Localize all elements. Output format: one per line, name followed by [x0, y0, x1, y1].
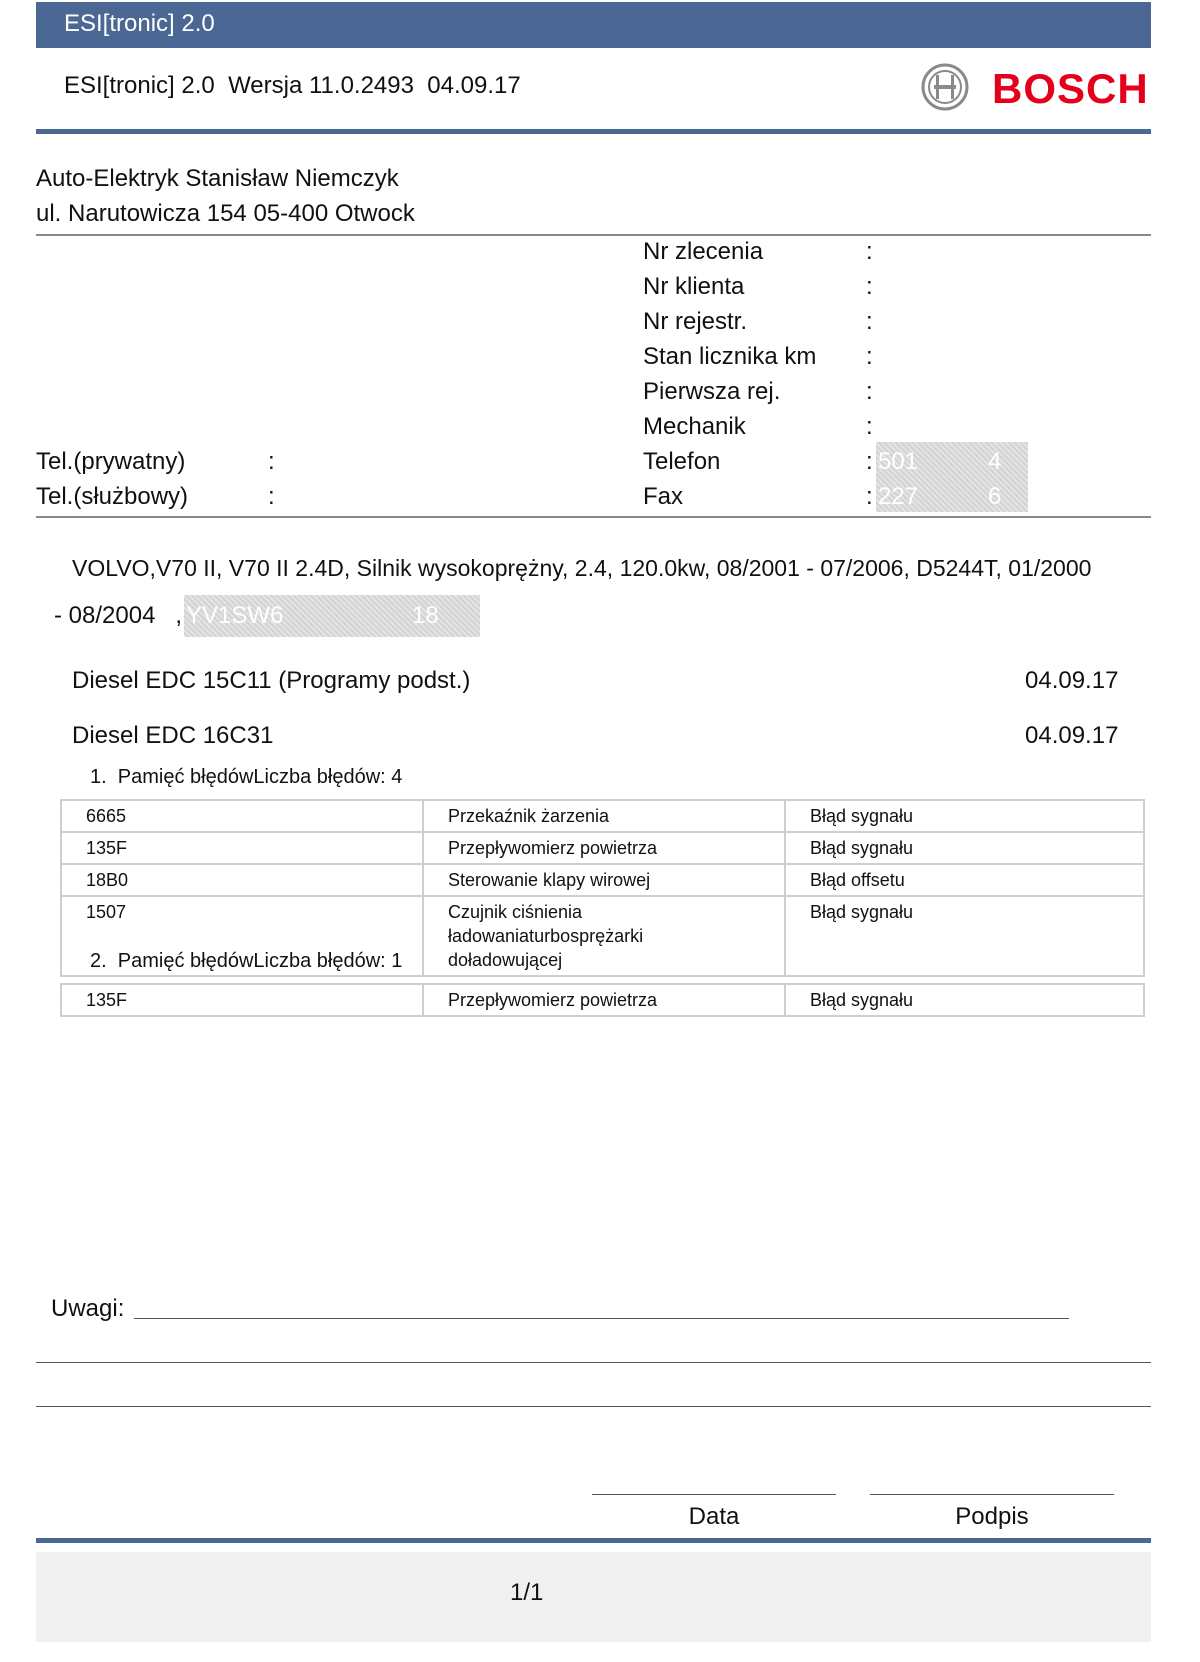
- field-separator: :: [268, 483, 275, 510]
- fault-component: Przepływomierz powietrza: [423, 832, 785, 864]
- system-date: 04.09.17: [1025, 667, 1119, 694]
- remarks-line: [36, 1406, 1151, 1407]
- phone-work-label: Tel.(służbowy): [36, 483, 189, 510]
- field-separator: :: [866, 448, 873, 475]
- fault-status: Błąd offsetu: [785, 864, 1144, 896]
- system-date: 04.09.17: [1025, 722, 1119, 749]
- field-separator: :: [866, 238, 873, 265]
- workshop-name: Auto-Elektryk Stanisław Niemczyk: [36, 165, 399, 192]
- date-signature-line: [592, 1494, 836, 1495]
- bosch-armature-icon: [920, 62, 970, 112]
- vin-end: 18: [412, 602, 439, 629]
- fault-status: Błąd sygnału: [785, 800, 1144, 832]
- fault-status: Błąd sygnału: [785, 832, 1144, 864]
- field-separator: :: [268, 448, 275, 475]
- vehicle-description: VOLVO,V70 II, V70 II 2.4D, Silnik wysokoprężny, 2.4, 120.0kw, 08/2001 - 07/2006, D5244T, 01/2000: [72, 555, 1092, 581]
- field-label: Mechanik: [643, 413, 746, 440]
- field-label: Nr rejestr.: [643, 308, 748, 335]
- field-label: Pierwsza rej.: [643, 378, 781, 405]
- fax-value-end: 6: [988, 483, 1002, 510]
- version-line: ESI[tronic] 2.0 Wersja 11.0.2493 04.09.17: [64, 72, 521, 99]
- fault-code: 135F: [61, 984, 423, 1016]
- fault-component: Sterowanie klapy wirowej: [423, 864, 785, 896]
- system-name: Diesel EDC 16C31: [72, 722, 274, 749]
- fault-code: 135F: [61, 832, 423, 864]
- table-row: [61, 984, 1144, 1016]
- fax-value-start: 227: [878, 483, 919, 510]
- field-label: Telefon: [643, 448, 721, 475]
- bosch-logo: [920, 62, 1149, 116]
- fault-code: 6665: [61, 800, 423, 832]
- fault-memory-heading: 2. Pamięć błędówLiczba błędów: 1: [90, 950, 403, 972]
- sign-signature-line: [870, 1494, 1114, 1495]
- fault-component-cell: [423, 896, 785, 976]
- table-row: [61, 864, 1144, 896]
- remarks-label: Uwagi:: [51, 1295, 125, 1322]
- remarks-line: [36, 1362, 1151, 1363]
- page-number: 1/1: [510, 1579, 544, 1606]
- workshop-address: ul. Narutowicza 154 05-400 Otwock: [36, 200, 415, 227]
- vin-start: YV1SW6: [186, 602, 284, 629]
- bosch-wordmark: BOSCH: [992, 65, 1149, 112]
- vehicle-description-cont: - 08/2004 ,: [54, 602, 183, 629]
- footer: [36, 1552, 1151, 1642]
- fault-code: 1507: [61, 896, 423, 976]
- phone-value-start: 501: [878, 448, 919, 475]
- title-bar-text: ESI[tronic] 2.0: [64, 10, 215, 37]
- sign-label: Podpis: [955, 1503, 1029, 1530]
- system-name: Diesel EDC 15C11 (Programy podst.): [72, 667, 471, 694]
- phone-value-end: 4: [988, 448, 1002, 475]
- field-separator: :: [866, 308, 873, 335]
- table-row: [61, 800, 1144, 832]
- field-label: Nr klienta: [643, 273, 745, 300]
- fault-component: Czujnik ciśnienia: [448, 902, 583, 922]
- field-separator: :: [866, 273, 873, 300]
- fault-status: Błąd sygnału: [785, 896, 1144, 976]
- field-separator: :: [866, 343, 873, 370]
- table-row: [61, 832, 1144, 864]
- field-separator: :: [866, 413, 873, 440]
- field-separator: :: [866, 378, 873, 405]
- fault-status: Błąd sygnału: [785, 984, 1144, 1016]
- field-separator: :: [866, 483, 873, 510]
- fault-table: [60, 983, 1145, 1017]
- header-divider: [36, 129, 1151, 134]
- fault-component-cont: ładowaniaturbosprężarki doładowującej: [448, 926, 644, 970]
- title-bar: [36, 2, 1151, 48]
- footer-divider: [36, 1538, 1151, 1543]
- field-label: Fax: [643, 483, 684, 510]
- fault-component: Przekaźnik żarzenia: [423, 800, 785, 832]
- date-label: Data: [688, 1503, 740, 1530]
- divider: [36, 234, 1151, 236]
- remarks-line: [134, 1318, 1069, 1319]
- phone-private-label: Tel.(prywatny): [36, 448, 186, 475]
- field-label: Nr zlecenia: [643, 238, 764, 265]
- fault-code: 18B0: [61, 864, 423, 896]
- divider: [36, 516, 1151, 518]
- fault-component: Przepływomierz powietrza: [423, 984, 785, 1016]
- fault-memory-heading: 1. Pamięć błędówLiczba błędów: 4: [90, 766, 403, 788]
- field-label: Stan licznika km: [643, 343, 817, 370]
